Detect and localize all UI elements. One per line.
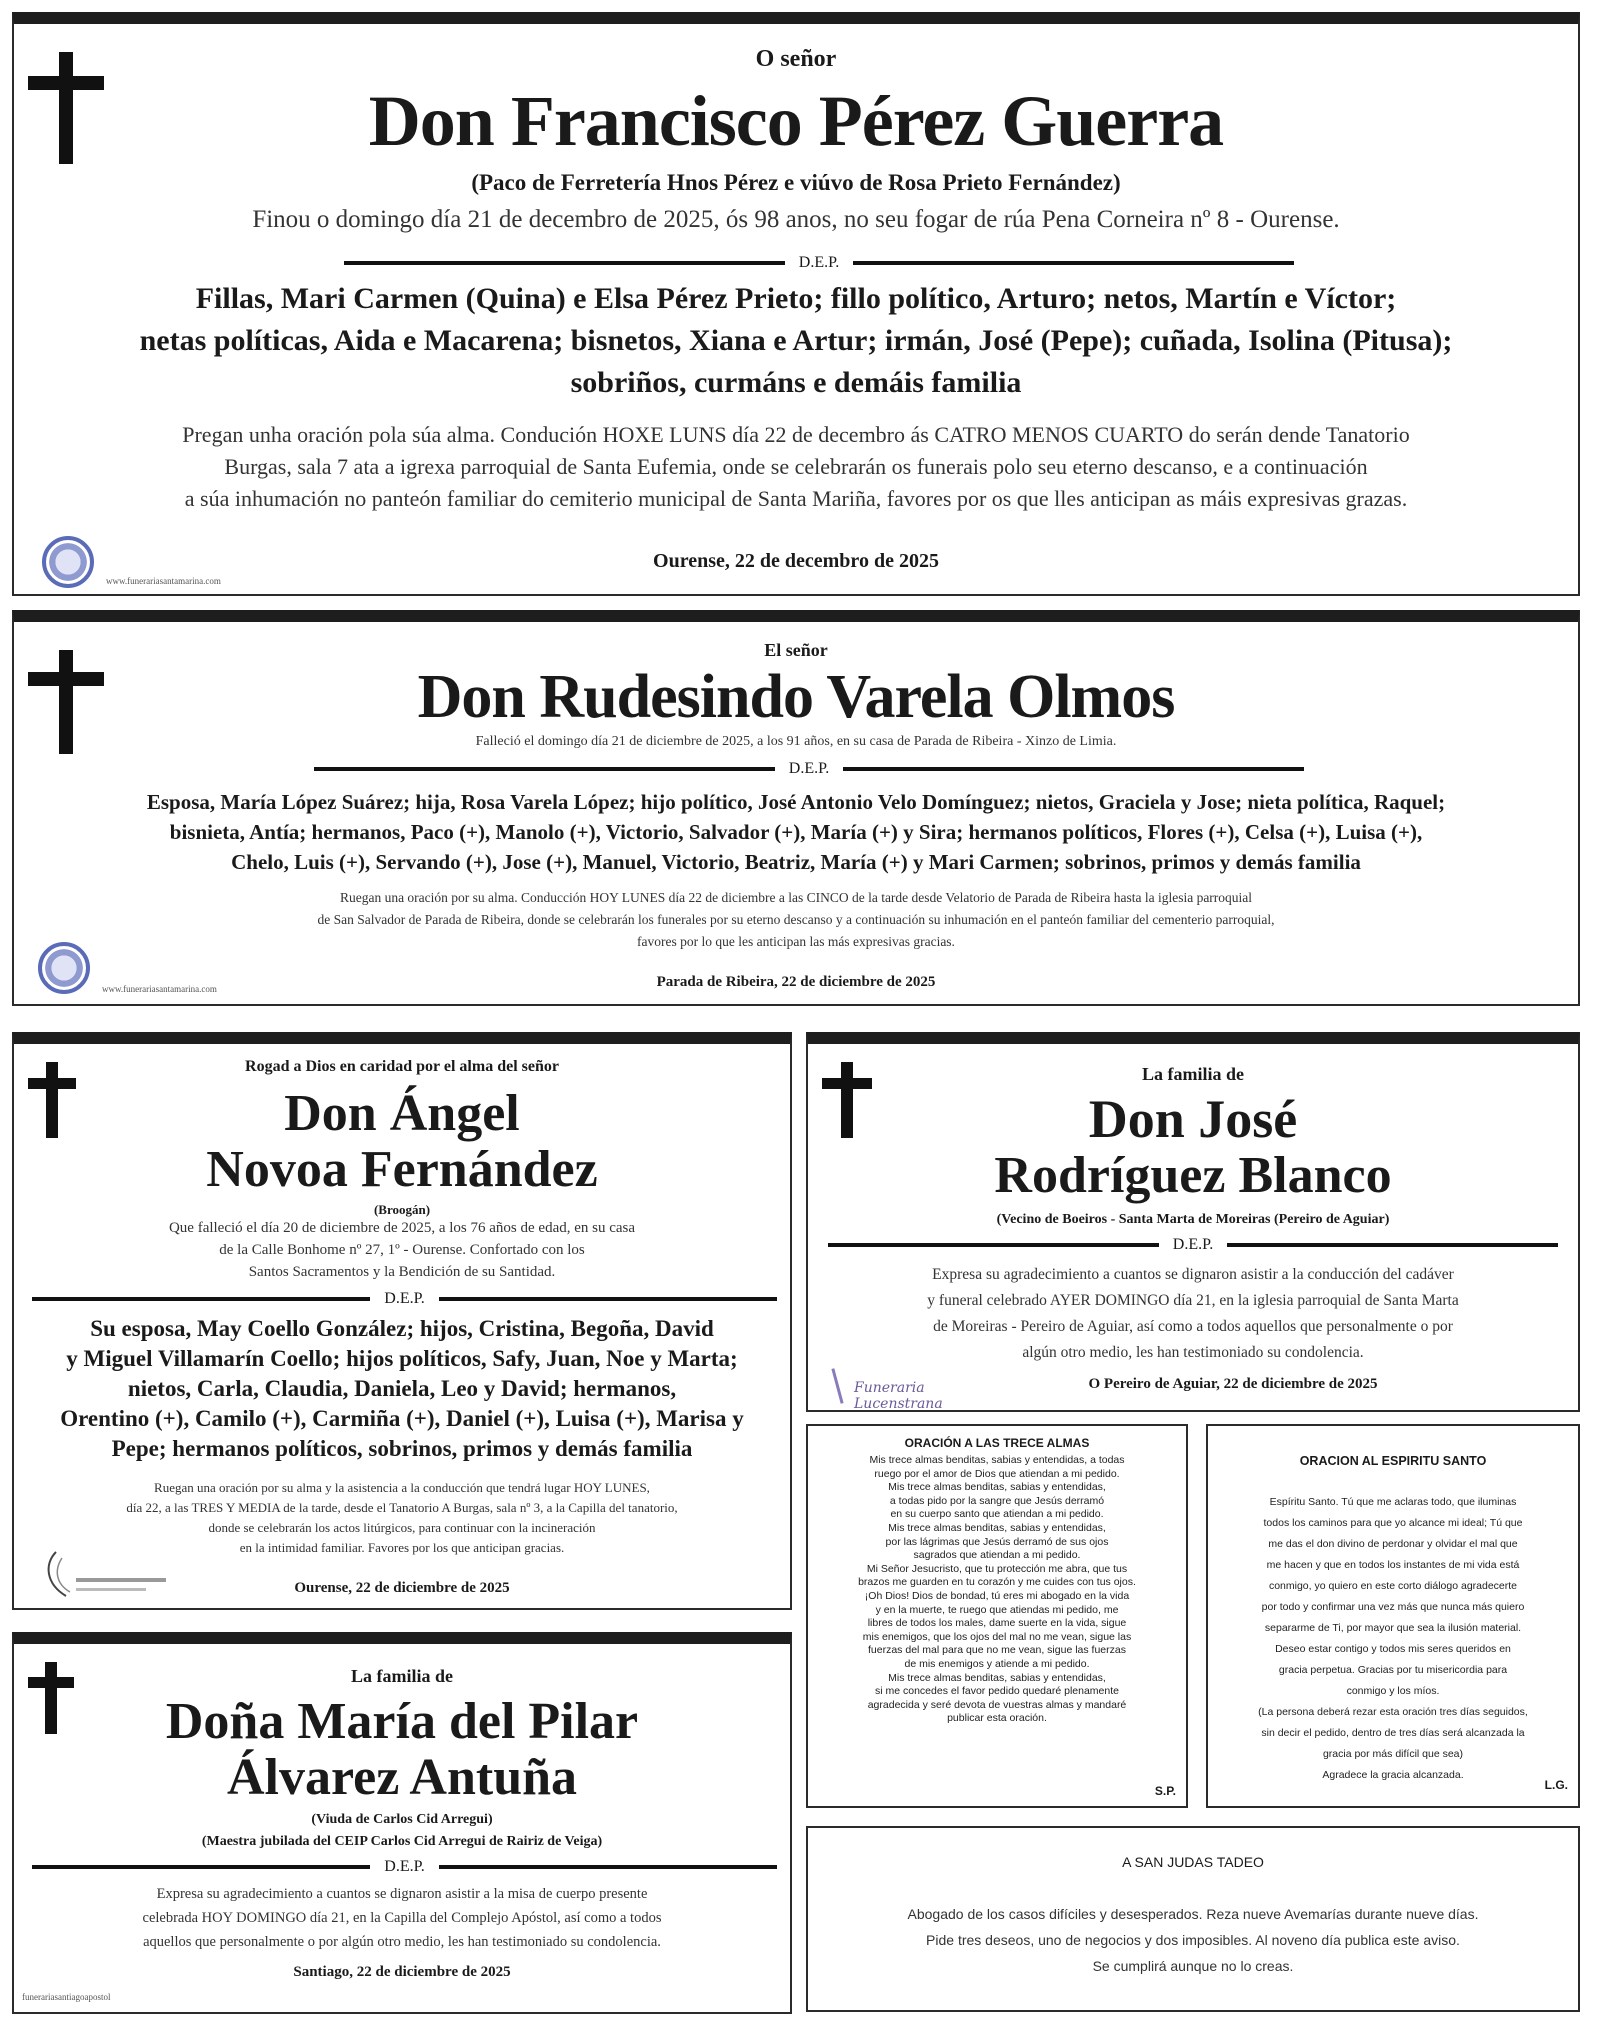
obituary-angel-novoa-fernandez <box>12 1032 792 1610</box>
prayer-text-line: publicar esta oración. <box>947 1712 1047 1725</box>
notice-prefix: Rogad a Dios en caridad por el alma del señor <box>245 1058 559 1075</box>
request-line: en la intimidad familiar. Favores por los que anticipan gracias. <box>239 1540 565 1555</box>
thanks-line: Expresa su agradecimiento a cuantos se dignaron asistir a la conducción del cadáver <box>932 1266 1454 1283</box>
website: funerariasantiagoapostol <box>22 1992 111 2002</box>
prayer-text-line: Deseo estar contigo y todos mis seres queridos en <box>1275 1643 1511 1655</box>
prayer-text-line: Agradece la gracia alcanzada. <box>1322 1769 1464 1781</box>
prayer-text-line: por todo y confirmar una vez más que nunca más quiero <box>1261 1601 1525 1613</box>
prayer-text-line: gracia por más difícil que sea) <box>1322 1748 1464 1760</box>
prayer-text-line: si me concedes el favor pedido quedaré plenamente <box>875 1685 1119 1698</box>
prayer-text-line: de mis enemigos y atiende a mi pedido. <box>904 1657 1090 1670</box>
deceased-name: Rodríguez Blanco <box>994 1147 1392 1204</box>
prayer-text-line: fuerzas del mal para que no me vean, sigue las fuerzas <box>868 1644 1126 1657</box>
place-date: Ourense, 22 de diciembre de 2025 <box>294 1580 510 1596</box>
prayer-text-line: libres de todos los males, dame suerte en la vida, sigue <box>867 1617 1127 1630</box>
deceased-name: Don José <box>1088 1089 1298 1149</box>
family-line: y Miguel Villamarín Coello; hijos políticos, Safy, Juan, Noe y Marta; <box>66 1346 738 1371</box>
obituary-rudesindo-varela-olmos <box>12 610 1580 1006</box>
family-line: nietos, Carla, Claudia, Daniela, Leo y David; hermanos, <box>127 1376 677 1401</box>
logo-text: Funeraria Lucenstrana <box>854 1380 943 1412</box>
family-line: bisnieta, Antía; hermanos, Paco (+), Manolo (+), Victorio, Salvador (+), María (+) y Sira; hermanos políticos, Flores (+), Celsa (+), Luisa (+), <box>169 820 1423 844</box>
notice-prefix: O señor <box>755 46 837 72</box>
request-line: Pregan unha oración pola súa alma. Condución HOXE LUNS día 22 de decembro ás CATRO MENOS CUARTO do serán dende Tanatorio <box>182 422 1410 447</box>
notice-prefix: El señor <box>764 640 828 660</box>
obituary-jose-rodriguez-blanco <box>806 1032 1580 1412</box>
dep-label: D.E.P. <box>384 1290 425 1307</box>
deceased-name: Don Ángel <box>284 1085 520 1142</box>
profession-note: (Maestra jubilada del CEIP Carlos Cid Arregui de Rairiz de Veiga) <box>201 1834 603 1849</box>
thanks-line: aquellos que personalmente o por algún otro medio, les han testimoniado su condolencia. <box>143 1934 661 1950</box>
place-date: Parada de Ribeira, 22 de diciembre de 2025 <box>656 974 936 990</box>
prayer-text-line: brazos me guarden en tu corazón y me cuides con tus ojos. <box>858 1576 1136 1589</box>
prayer-text-line: me das el don divino de perdonar y olvidar el mal que <box>1268 1538 1518 1550</box>
prayer-text-line: a todas pido por la sangre que Jesús derramó <box>889 1494 1105 1507</box>
prayer-san-judas-tadeo <box>806 1826 1580 2012</box>
prayer-espiritu-santo <box>1206 1424 1580 1808</box>
widow-note: (Viuda de Carlos Cid Arregui) <box>311 1812 493 1827</box>
dep-divider <box>344 254 1294 272</box>
request-line: Ruegan una oración por su alma y la asistencia a la conducción que tendrá lugar HOY LUNES, <box>154 1480 650 1495</box>
prayer-text-line: sagrados que atiendan a mi pedido. <box>913 1549 1081 1562</box>
obituary-maria-del-pilar-alvarez-antuna <box>12 1632 792 2014</box>
prayer-text-line: separarme de Ti, por mayor que sea la ilusión material. <box>1264 1622 1522 1634</box>
prayer-trece-almas <box>806 1424 1188 1808</box>
request-line: a súa inhumación no panteón familiar do cemiterio municipal de Santa Mariña, favores por os que lles anticipan as máis expresivas grazas. <box>184 486 1408 511</box>
prayer-text-line: conmigo y los míos. <box>1346 1685 1440 1697</box>
death-details: de la Calle Bonhome nº 27, 1º - Ourense. Confortado con los <box>219 1242 585 1258</box>
prayer-text-line: sin decir el pedido, dentro de tres días será alcanzada la <box>1261 1727 1525 1739</box>
residence: (Vecino de Boeiros - Santa Marta de Moreiras (Pereiro de Aguiar) <box>996 1212 1390 1227</box>
notice-prefix: La familia de <box>1142 1064 1244 1084</box>
thanks-line: celebrada HOY DOMINGO día 21, en la Capilla del Complejo Apóstol, así como a todos <box>142 1910 662 1926</box>
prayer-text-line: mis enemigos, que los ojos del mal no me vean, sigue las <box>862 1630 1132 1643</box>
prayer-text-line: agradecida y seré devota de vuestras almas y mandaré <box>867 1698 1127 1711</box>
dep-divider <box>32 1858 777 1876</box>
prayer-text <box>814 1454 1180 1726</box>
prayer-text-line: Espíritu Santo. Tú que me aclaras todo, que iluminas <box>1269 1496 1517 1508</box>
dep-divider <box>828 1236 1558 1254</box>
prayer-line: Pide tres deseos, uno de negocios y dos imposibles. Al noveno día publica este aviso. <box>926 1932 1460 1948</box>
family-line: Su esposa, May Coello González; hijos, Cristina, Begoña, David <box>90 1316 714 1341</box>
death-details: Que falleció el día 20 de diciembre de 2025, a los 76 años de edad, en su casa <box>168 1220 636 1236</box>
family-line: netas políticas, Aida e Macarena; bisnetos, Xiana e Artur; irmán, José (Pepe); cuñada, Isolina (Pitusa); <box>139 324 1453 357</box>
thanks-line: de Moreiras - Pereiro de Aguiar, así como a todos aquellos que personalmente o por <box>933 1318 1453 1335</box>
deceased-name: Novoa Fernández <box>206 1141 598 1198</box>
family-line: Orentino (+), Camilo (+), Carmiña (+), Daniel (+), Luisa (+), Marisa y <box>60 1406 744 1431</box>
death-details: Finou o domingo día 21 de decembro de 2025, ós 98 anos, no seu fogar de rúa Pena Corneira nº 8 - Ourense. <box>252 206 1340 233</box>
deceased-nickname: (Paco de Ferretería Hnos Pérez e viúvo de Rosa Prieto Fernández) <box>471 170 1121 195</box>
family-line: Esposa, María López Suárez; hija, Rosa Varela López; hijo político, José Antonio Velo Domínguez; nietos, Graciela y Jose; nieta política, Raquel; <box>146 790 1446 814</box>
prayer-text-line: conmigo, yo quiero en este corto diálogo agradecerte <box>1268 1580 1518 1592</box>
website: www.funerariasantamarina.com <box>102 984 217 994</box>
thanks-line: algún otro medio, les han testimoniado su condolencia. <box>1022 1344 1364 1361</box>
dep-label: D.E.P. <box>788 760 830 777</box>
prayer-title: ORACION AL ESPIRITU SANTO <box>1299 1454 1487 1468</box>
obituary-francisco-perez-guerra <box>12 12 1580 596</box>
request-line: Burgas, sala 7 ata a igrexa parroquial de Santa Eufemia, onde se celebrarán os funerais polo seu eterno descanso, e a continuación <box>224 454 1368 479</box>
family-line: sobriños, curmáns e demáis familia <box>570 366 1022 399</box>
prayer-text-line: Mis trece almas benditas, sabias y entendidas, a todas <box>869 1454 1125 1466</box>
thanks-line: y funeral celebrado AYER DOMINGO día 21, en la iglesia parroquial de Santa Marta <box>927 1292 1459 1309</box>
prayer-text <box>1214 1492 1572 1786</box>
prayer-signature: S.P. <box>1154 1784 1176 1798</box>
dep-label: D.E.P. <box>1172 1236 1214 1253</box>
prayer-text-line: ruego por el amor de Dios que atiendan a mi pedido. <box>874 1467 1120 1480</box>
prayer-text-line: Mis trece almas benditas, sabias y entendidas, <box>888 1481 1106 1494</box>
family-line: Pepe; hermanos políticos, sobrinos, primos y demás familia <box>111 1436 693 1461</box>
place-date: Ourense, 22 de decembro de 2025 <box>653 550 939 572</box>
prayer-text-line: por las lágrimas que Jesús derramó de sus ojos <box>885 1535 1109 1548</box>
place-date: Santiago, 22 de diciembre de 2025 <box>293 1964 511 1980</box>
death-details: Santos Sacramentos y la Bendición de su Santidad. <box>248 1264 556 1280</box>
family-line: Chelo, Luis (+), Servando (+), Jose (+), Manuel, Victorio, Beatriz, María (+) y Mari Carmen; sobrinos, primos y demás familia <box>231 850 1361 874</box>
prayer-text-line: Mis trece almas benditas, sabias y entendidas, <box>888 1521 1106 1534</box>
deceased-name: Don Francisco Pérez Guerra <box>368 81 1224 161</box>
prayer-text-line: (La persona deberá rezar esta oración tres días seguidos, <box>1258 1706 1528 1718</box>
deceased-name: Álvarez Antuña <box>226 1749 578 1806</box>
website: www.funerariasantamarina.com <box>106 576 221 586</box>
request-line: de San Salvador de Parada de Ribeira, donde se celebrarán los funerales por su eterno descanso y a continuación su inhumación en el panteón familiar del cementerio parroquial, <box>317 912 1275 927</box>
thanks-line: Expresa su agradecimiento a cuantos se dignaron asistir a la misa de cuerpo presente <box>156 1886 648 1902</box>
request-line: favores por lo que les anticipan las más expresivas gracias. <box>637 934 955 949</box>
prayer-signature: L.G. <box>1544 1778 1568 1792</box>
deceased-nickname: (Broogán) <box>373 1202 431 1217</box>
prayer-text-line: ¡Oh Dios! Dios de bondad, tú eres mi abogado en la vida <box>864 1589 1130 1602</box>
request-line: Ruegan una oración por su alma. Conducción HOY LUNES día 22 de diciembre a las CINCO de la tarde desde Velatorio de Parada de Ribeira hasta la iglesia parroquial <box>339 890 1253 905</box>
prayer-text-line: me hacen y que en todos los instantes de mi vida está <box>1266 1559 1520 1571</box>
dep-label: D.E.P. <box>798 254 840 271</box>
death-details: Falleció el domingo día 21 de diciembre de 2025, a los 91 años, en su casa de Parada de Ribeira - Xinzo de Limia. <box>475 734 1117 749</box>
prayer-text-line: todos los caminos para que yo alcance mi ideal; Tú que <box>1263 1517 1523 1529</box>
prayer-text-line: gracia perpetua. Gracias por tu misericordia para <box>1278 1664 1508 1676</box>
prayer-text-line: Mi Señor Jesucristo, que tu protección me abra, que tus <box>866 1562 1128 1575</box>
dep-label: D.E.P. <box>384 1858 425 1875</box>
prayer-line: Se cumplirá aunque no lo creas. <box>1092 1958 1294 1974</box>
prayer-text-line: Mis trece almas benditas, sabias y entendidas, <box>888 1671 1106 1684</box>
deceased-name: Doña María del Pilar <box>165 1693 639 1750</box>
request-line: día 22, a las TRES Y MEDIA de la tarde, desde el Tanatorio A Burgas, sala nº 3, a la Capilla del tanatorio, <box>126 1500 678 1515</box>
request-line: donde se celebrarán los actos litúrgicos, para continuar con la incineración <box>208 1520 596 1535</box>
prayer-title: ORACIÓN A LAS TRECE ALMAS <box>904 1436 1090 1450</box>
prayer-text-line: en su cuerpo santo que atiendan a mi pedido. <box>890 1508 1104 1521</box>
prayer-text-line: y en la muerte, te ruego que atiendas mi pedido, me <box>875 1603 1119 1616</box>
deceased-name: Don Rudesindo Varela Olmos <box>417 663 1175 731</box>
dep-divider <box>314 760 1304 778</box>
dep-divider <box>32 1290 777 1308</box>
prayer-title: A SAN JUDAS TADEO <box>1122 1854 1264 1870</box>
place-date: O Pereiro de Aguiar, 22 de diciembre de 2025 <box>1088 1376 1378 1392</box>
family-line: Fillas, Mari Carmen (Quina) e Elsa Pérez Prieto; fillo político, Arturo; netos, Martín e Víctor; <box>195 282 1397 315</box>
prayer-line: Abogado de los casos difíciles y desesperados. Reza nueve Avemarías durante nueve días. <box>907 1906 1479 1922</box>
notice-prefix: La familia de <box>351 1666 453 1686</box>
